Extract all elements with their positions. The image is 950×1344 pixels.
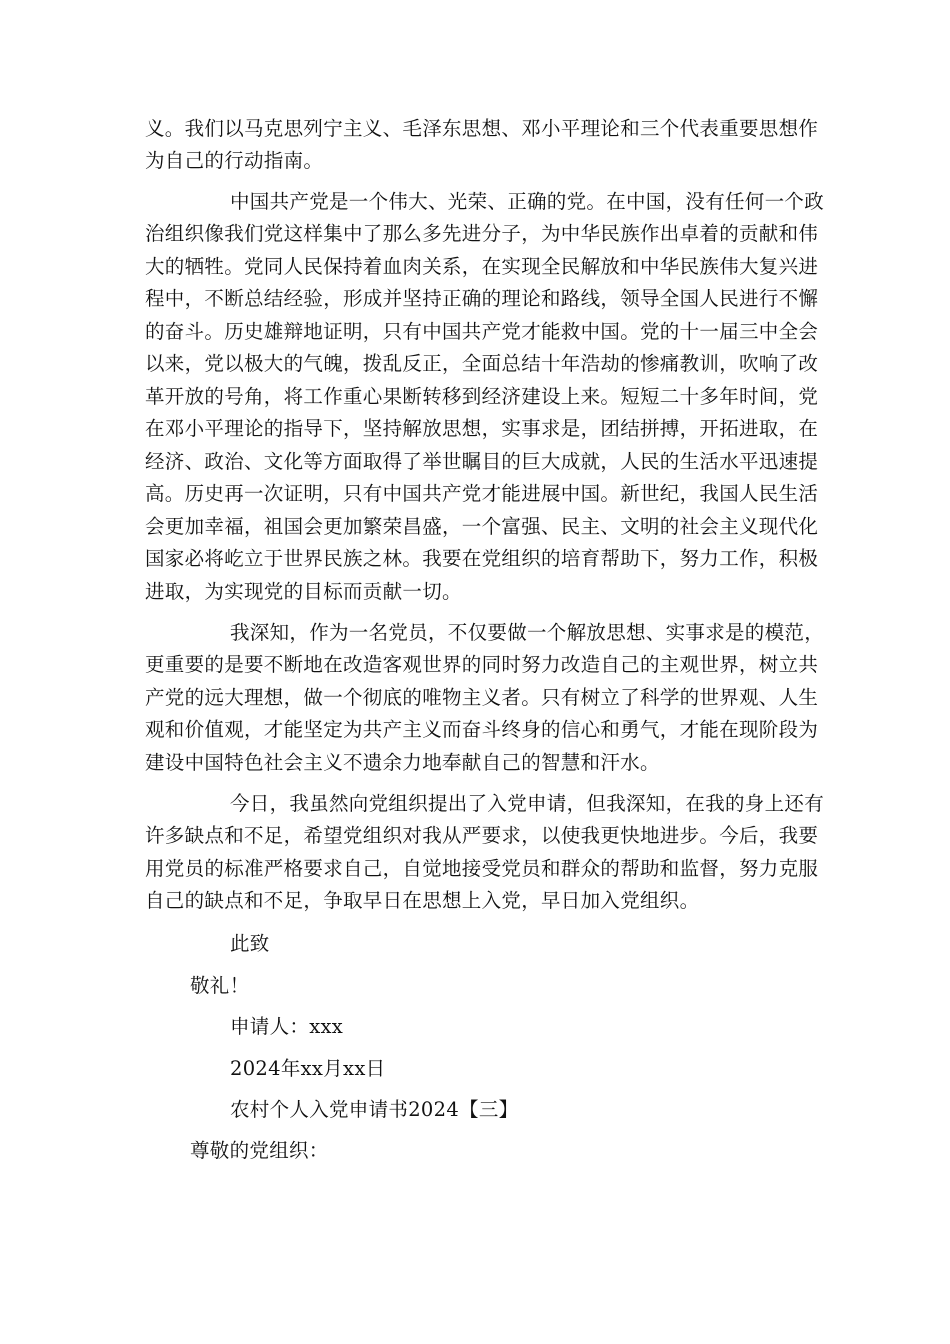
body-text-line: 建设中国特色社会主义不遗余力地奉献自己的智慧和汗水。 [145, 751, 660, 774]
body-text-line: 自己的缺点和不足，争取早日在思想上入党，早日加入党组织。 [145, 889, 700, 912]
body-text-line: 经济、政治、文化等方面取得了举世瞩目的巨大成就，人民的生活水平迅速提 [145, 450, 819, 473]
paragraph-first-line: 今日，我虽然向党组织提出了入党申请，但我深知，在我的身上还有 [230, 792, 825, 815]
addressee-line: 尊敬的党组织： [190, 1139, 329, 1162]
body-text-line: 产党的远大理想，做一个彻底的唯物主义者。只有树立了科学的世界观、人生 [145, 686, 819, 709]
applicant-signature-line: 申请人：xxx [230, 1015, 344, 1038]
body-text-line: 大的牺牲。党同人民保持着血肉关系，在实现全民解放和中华民族伟大复兴进 [145, 255, 819, 278]
body-text-line: 高。历史再一次证明，只有中国共产党才能进展中国。新世纪，我国人民生活 [145, 482, 819, 505]
body-text-line: 用党员的标准严格要求自己，自觉地接受党员和群众的帮助和监督，努力克服 [145, 857, 819, 880]
body-text-line: 义。我们以马克思列宁主义、毛泽东思想、邓小平理论和三个代表重要思想作 [145, 117, 819, 140]
body-text-line: 观和价值观，才能坚定为共产主义而奋斗终身的信心和勇气，才能在现阶段为 [145, 718, 819, 741]
body-text-line: 的奋斗。历史雄辩地证明，只有中国共产党才能救中国。党的十一届三中全会 [145, 320, 819, 343]
body-text-line: 许多缺点和不足，希望党组织对我从严要求，以使我更快地进步。今后，我要 [145, 824, 819, 847]
closing-salutation: 此致 [230, 932, 270, 955]
body-text-line: 以来，党以极大的气魄，拨乱反正，全面总结十年浩劫的惨痛教训，吹响了改 [145, 352, 819, 375]
date-line: 2024年xx月xx日 [230, 1057, 386, 1080]
body-text-line: 在邓小平理论的指导下，坚持解放思想，实事求是，团结拼搏，开拓进取，在 [145, 417, 819, 440]
body-text-line: 进取，为实现党的目标而贡献一切。 [145, 580, 462, 603]
body-text-line: 为自己的行动指南。 [145, 149, 324, 172]
body-text-line: 会更加幸福，祖国会更加繁荣昌盛，一个富强、民主、文明的社会主义现代化 [145, 515, 819, 538]
closing-greeting: 敬礼！ [190, 974, 250, 997]
body-text-line: 更重要的是要不断地在改造客观世界的同时努力改造自己的主观世界，树立共 [145, 653, 819, 676]
body-text-line: 国家必将屹立于世界民族之林。我要在党组织的培育帮助下，努力工作，积极 [145, 547, 819, 570]
section-title: 农村个人入党申请书2024【三】 [230, 1098, 519, 1121]
paragraph-first-line: 中国共产党是一个伟大、光荣、正确的党。在中国，没有任何一个政 [230, 190, 825, 213]
paragraph-first-line: 我深知，作为一名党员，不仅要做一个解放思想、实事求是的模范， [230, 621, 825, 644]
body-text-line: 程中，不断总结经验，形成并坚持正确的理论和路线，领导全国人民进行不懈 [145, 287, 819, 310]
body-text-line: 革开放的号角，将工作重心果断转移到经济建设上来。短短二十多年时间，党 [145, 385, 819, 408]
body-text-line: 治组织像我们党这样集中了那么多先进分子，为中华民族作出卓着的贡献和伟 [145, 222, 819, 245]
